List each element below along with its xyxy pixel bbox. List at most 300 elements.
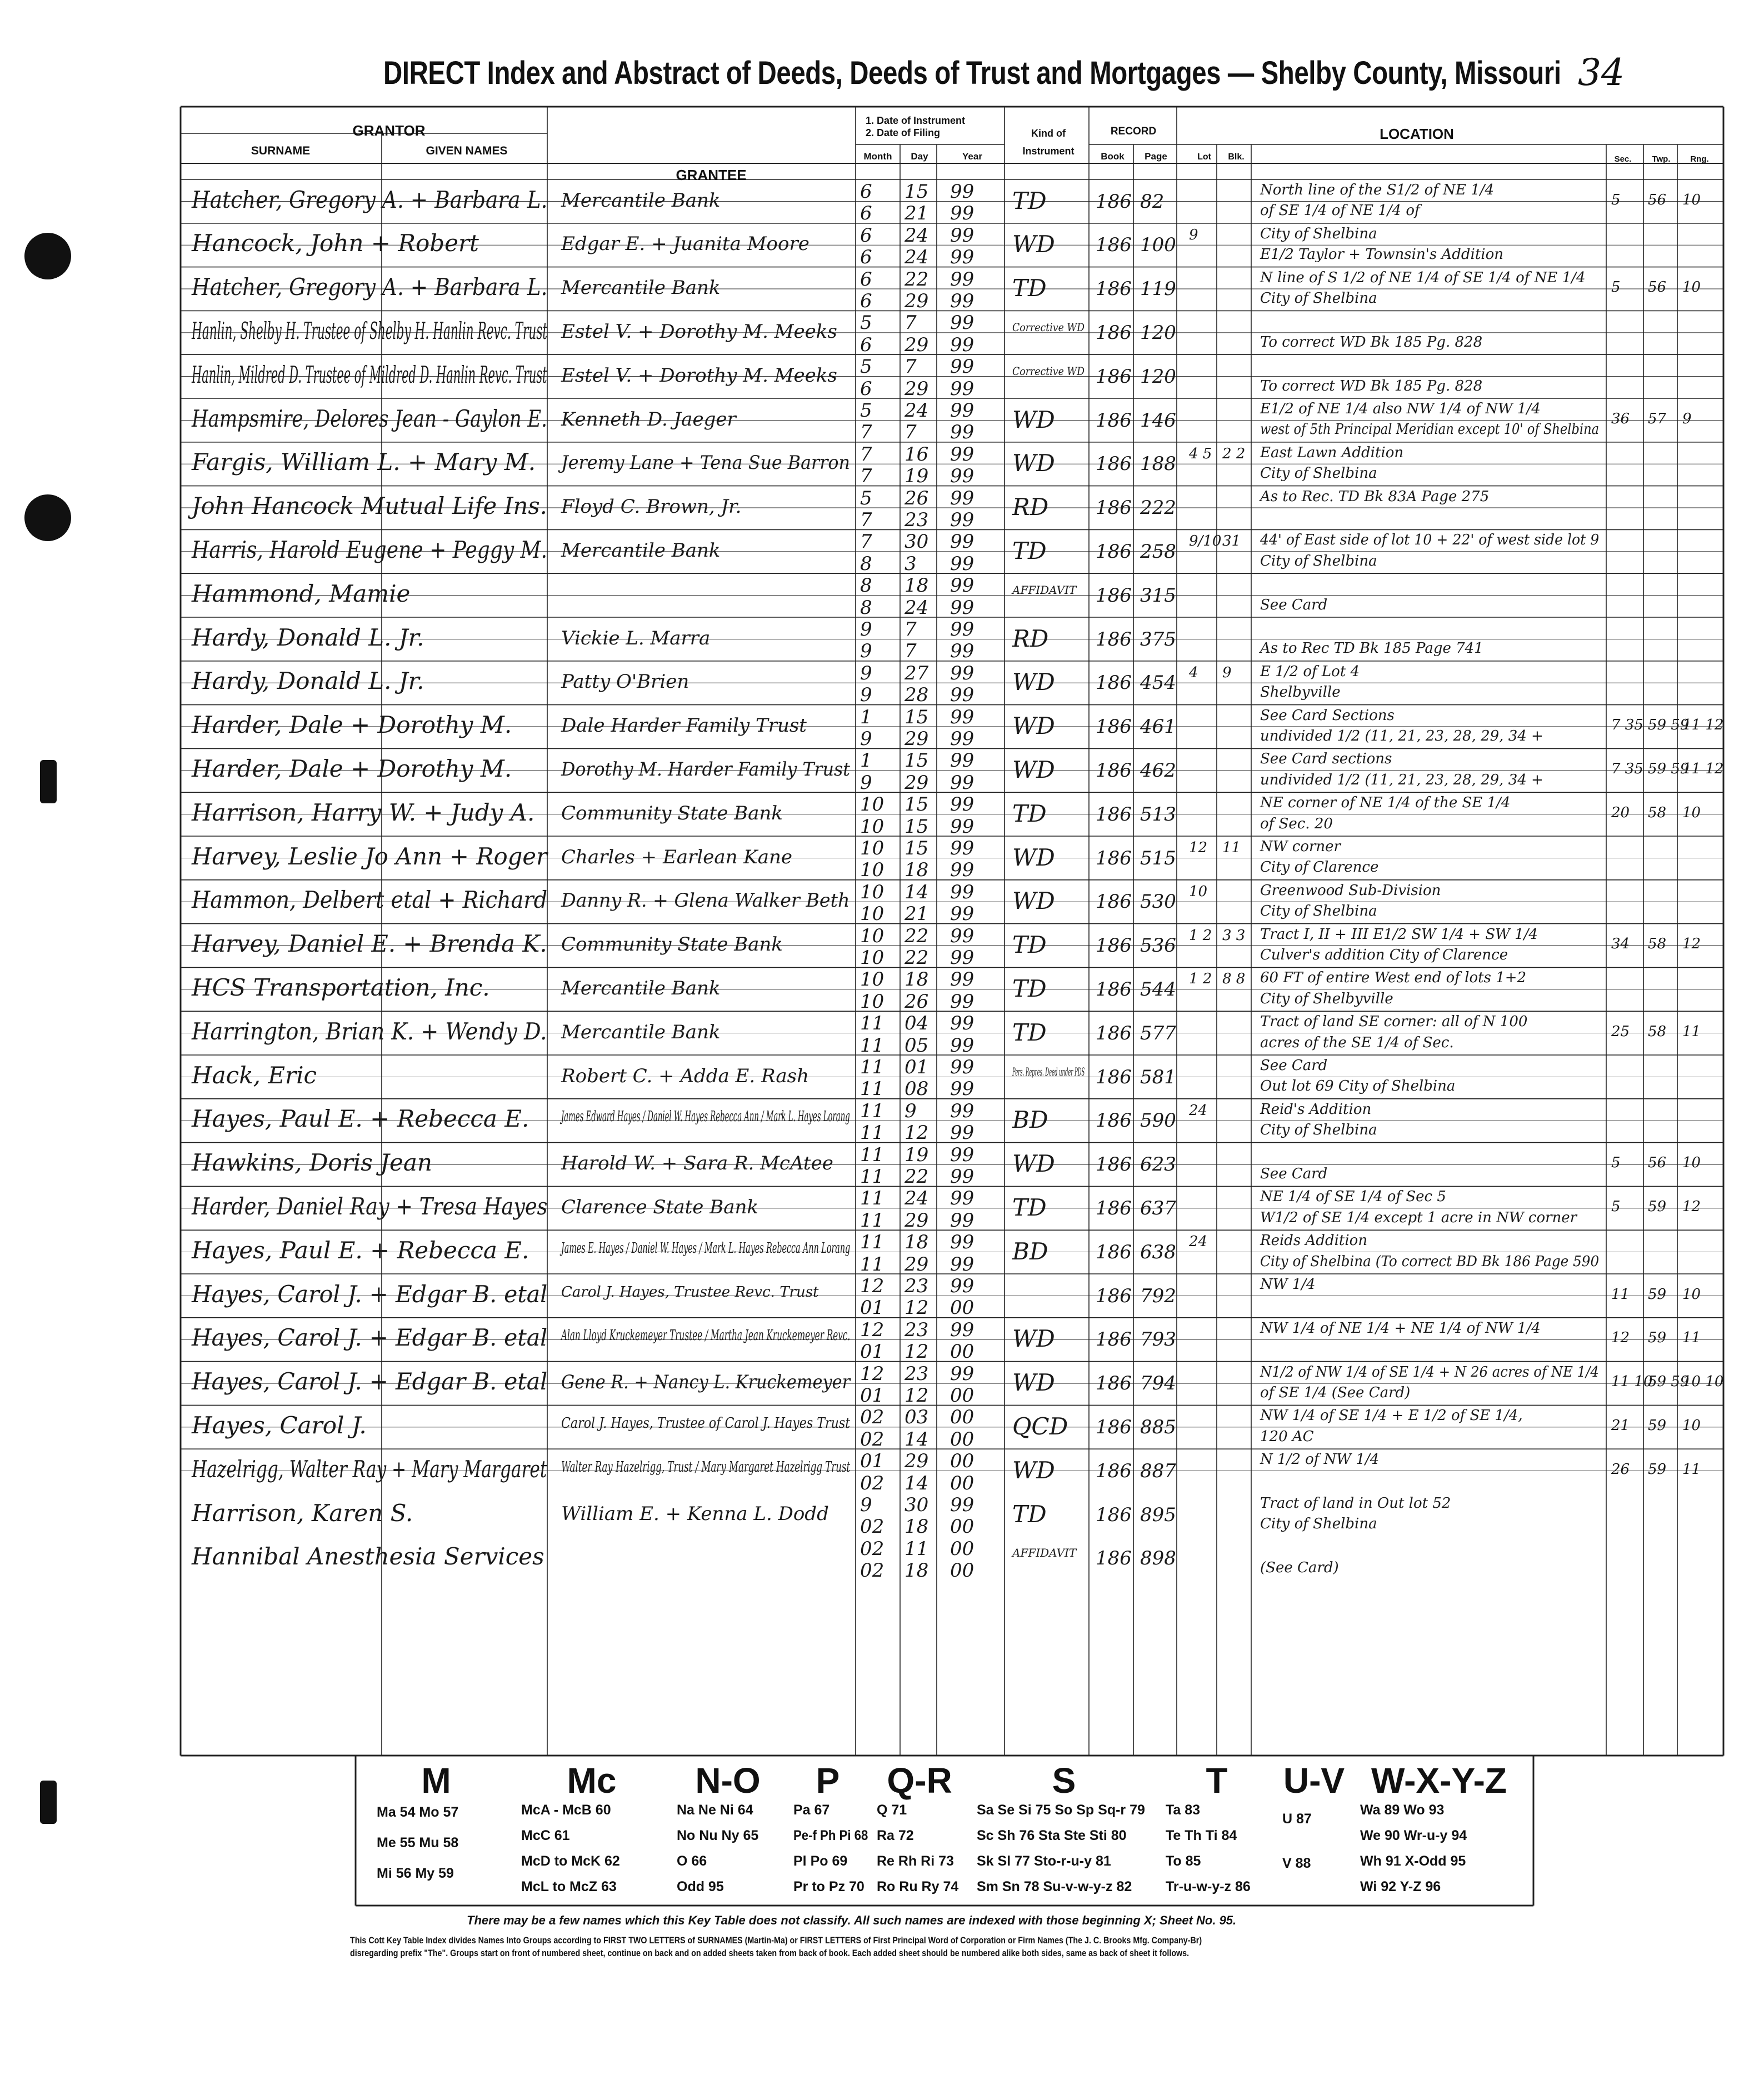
- entry-twp: 56: [1648, 191, 1667, 208]
- entry-grantor: Fargis, William L. + Mary M.: [192, 448, 536, 476]
- entry-page: 530: [1140, 891, 1176, 913]
- entry-instrument-month: 10: [860, 881, 885, 903]
- footer-line-2: disregarding prefix "The". Groups start on front of numbered sheet, continue on back and on added sheets taken from back of book. Each added sheet should be numbered alike both sides, same as back of sheet it follows.: [350, 1948, 1190, 1958]
- entry-book: 186: [1096, 1197, 1132, 1220]
- entry-filing-year: 99: [950, 1209, 975, 1232]
- entry-instrument-day: 15: [905, 749, 929, 772]
- header-grantor: GRANTOR: [352, 122, 426, 139]
- entry-grantee: Dorothy M. Harder Family Trust: [561, 758, 850, 781]
- entry-filing-year: 00: [950, 1384, 975, 1407]
- entry-blk: 9: [1222, 664, 1232, 681]
- entry-instrument-year: 99: [950, 443, 975, 466]
- entry-kind: WD: [1012, 1150, 1055, 1178]
- entry-filing-month: 11: [860, 1209, 885, 1232]
- entry-grantor: Harrison, Harry W. + Judy A.: [192, 798, 535, 826]
- entry-sec: 34: [1611, 936, 1630, 953]
- entry-sec: 11: [1611, 1286, 1630, 1303]
- entry-filing-month: 01: [860, 1384, 885, 1407]
- entry-filing-year: 00: [950, 1428, 975, 1451]
- entry-twp: 59: [1648, 1198, 1667, 1216]
- entry-location-line2: E1/2 Taylor + Townsin's Addition: [1260, 246, 1503, 263]
- entry-instrument-year: 99: [950, 531, 975, 553]
- entry-twp: 59: [1648, 1417, 1667, 1434]
- entry-grantee: James E. Hayes / Daniel W. Hayes / Mark L. Hayes Rebecca Ann Lorang: [561, 1239, 851, 1257]
- entry-twp: 58: [1648, 1023, 1667, 1040]
- key-group-entry: Sc Sh 76 Sta Ste Sti 80: [977, 1828, 1127, 1843]
- entry-instrument-month: 10: [860, 968, 885, 991]
- entry-page: 581: [1140, 1066, 1176, 1088]
- entry-sec: 12: [1611, 1329, 1630, 1347]
- entry-location-line2: City of Shelbina (To correct BD Bk 186 Page 590: [1260, 1253, 1600, 1270]
- entry-instrument-day: 24: [905, 1187, 929, 1210]
- entry-page: 513: [1140, 803, 1176, 826]
- entry-sec: 26: [1611, 1461, 1630, 1478]
- entry-book: 186: [1096, 759, 1132, 782]
- header-date-instrument: 1. Date of Instrument: [866, 115, 966, 126]
- entry-sec: 20: [1611, 804, 1630, 821]
- entry-instrument-year: 99: [950, 356, 975, 378]
- entry-page: 638: [1140, 1241, 1176, 1263]
- entry-location-line2: City of Clarence: [1260, 859, 1379, 876]
- entry-grantor: Hayes, Carol J. + Edgar B. etal: [192, 1280, 548, 1308]
- entry-location-line2: See Card: [1260, 1166, 1328, 1182]
- key-group-entry: No Nu Ny 65: [677, 1828, 759, 1843]
- key-group-entry: McA - McB 60: [521, 1802, 611, 1818]
- entry-instrument-day: 19: [905, 1143, 929, 1166]
- entry-instrument-month: 6: [860, 268, 872, 291]
- entry-twp: 59 59: [1648, 761, 1690, 778]
- key-group-entry: Pa 67: [793, 1802, 830, 1818]
- entry-instrument-month: 5: [860, 399, 872, 422]
- key-group-entry: Ro Ru Ry 74: [877, 1879, 959, 1894]
- entry-instrument-year: 99: [950, 1318, 975, 1341]
- entry-book: 186: [1096, 1109, 1132, 1132]
- entry-filing-month: 11: [860, 1034, 885, 1057]
- entry-instrument-day: 26: [905, 487, 929, 509]
- entry-instrument-month: 12: [860, 1362, 885, 1385]
- entry-instrument-day: 22: [905, 924, 929, 947]
- entry-instrument-month: 11: [860, 1012, 885, 1035]
- entry-instrument-day: 7: [905, 312, 917, 334]
- entry-filing-month: 01: [860, 1297, 885, 1319]
- entry-instrument-year: 99: [950, 1099, 975, 1122]
- entry-instrument-year: 99: [950, 968, 975, 991]
- entry-kind: WD: [1012, 1456, 1055, 1484]
- key-group-entry: Sa Se Si 75 So Sp Sq-r 79: [977, 1802, 1145, 1818]
- entry-instrument-year: 00: [950, 1537, 975, 1560]
- entry-grantee: Dale Harder Family Trust: [561, 714, 807, 737]
- entry-kind: WD: [1012, 756, 1055, 784]
- entry-filing-year: 99: [950, 815, 975, 838]
- entry-instrument-month: 10: [860, 837, 885, 859]
- entry-lot: 12: [1189, 839, 1208, 856]
- entry-instrument-year: 99: [950, 312, 975, 334]
- entry-instrument-month: 1: [860, 749, 872, 772]
- entry-filing-day: 15: [905, 815, 929, 838]
- entry-filing-year: 99: [950, 377, 975, 400]
- header-book: Book: [1101, 151, 1125, 162]
- entry-location-line1: Tract of land SE corner: all of N 100: [1260, 1013, 1528, 1031]
- entry-filing-month: 11: [860, 1122, 885, 1144]
- entry-filing-year: 99: [950, 947, 975, 969]
- entry-book: 186: [1096, 1284, 1132, 1307]
- entry-rng: 11 12: [1682, 717, 1724, 734]
- entry-grantor: Harris, Harold Eugene + Peggy M.: [192, 536, 547, 564]
- entry-lot: 1 2: [1189, 927, 1212, 944]
- entry-instrument-day: 23: [905, 1362, 929, 1385]
- entry-location-line1: Tract I, II + III E1/2 SW 1/4 + SW 1/4: [1260, 926, 1538, 943]
- entry-location-line1: Tract of land in Out lot 52: [1260, 1495, 1451, 1512]
- entry-sec: 7 35: [1611, 761, 1643, 778]
- entry-instrument-day: 04: [905, 1012, 929, 1035]
- entry-filing-day: 12: [905, 1341, 929, 1363]
- entry-location-line1: North line of the S1/2 of NE 1/4: [1260, 182, 1495, 198]
- entry-instrument-year: 99: [950, 924, 975, 947]
- entry-filing-day: 29: [905, 333, 929, 356]
- entry-instrument-day: 7: [905, 618, 917, 641]
- entry-blk: 11: [1222, 839, 1241, 856]
- entry-location-line2: undivided 1/2 (11, 21, 23, 28, 29, 34 +: [1260, 728, 1543, 744]
- entry-instrument-month: 11: [860, 1143, 885, 1166]
- key-group-heading: T: [1206, 1761, 1228, 1801]
- entry-location-line2: Shelbyville: [1260, 684, 1341, 701]
- entry-page: 515: [1140, 847, 1176, 869]
- key-group-entry: Sm Sn 78 Su-v-w-y-z 82: [977, 1879, 1132, 1894]
- header-given-names: GIVEN NAMES: [426, 144, 508, 157]
- entry-page: 794: [1140, 1372, 1176, 1395]
- entry-location-line2: W1/2 of SE 1/4 except 1 acre in NW corner: [1260, 1209, 1577, 1226]
- key-group-entry: Pe-f Ph Pi 68: [793, 1828, 868, 1843]
- entry-grantor: Hayes, Carol J. + Edgar B. etal: [192, 1324, 548, 1352]
- entry-grantee: William E. + Kenna L. Dodd: [561, 1502, 829, 1525]
- entry-instrument-year: 99: [950, 618, 975, 641]
- entry-grantor: Hazelrigg, Walter Ray + Mary Margaret: [192, 1455, 547, 1483]
- key-group-entry: Wi 92 Y-Z 96: [1360, 1879, 1441, 1894]
- entry-filing-day: 29: [905, 1209, 929, 1232]
- header-grantee: GRANTEE: [676, 167, 747, 183]
- entry-location-line1: N 1/2 of NW 1/4: [1260, 1451, 1380, 1468]
- entry-instrument-month: 10: [860, 924, 885, 947]
- entry-filing-day: 22: [905, 1166, 929, 1188]
- entry-filing-year: 99: [950, 202, 975, 225]
- key-group-entry: Mi 56 My 59: [377, 1866, 454, 1881]
- entry-instrument-month: 11: [860, 1187, 885, 1210]
- entry-filing-month: 6: [860, 246, 872, 269]
- entry-grantee: Walter Ray Hazelrigg, Trust / Mary Margaret Hazelrigg Trust: [561, 1458, 851, 1476]
- entry-grantor: Hayes, Paul E. + Rebecca E.: [192, 1236, 529, 1264]
- entry-grantee: Community State Bank: [561, 802, 783, 824]
- entry-grantee: Mercantile Bank: [561, 539, 721, 562]
- entry-kind: TD: [1012, 1194, 1047, 1222]
- entry-instrument-year: 99: [950, 749, 975, 772]
- entry-rng: 11: [1682, 1329, 1701, 1347]
- entry-grantor: Hancock, John + Robert: [192, 229, 479, 257]
- key-group-entry: Ra 72: [877, 1828, 914, 1843]
- entry-kind: TD: [1012, 1500, 1047, 1528]
- entry-instrument-day: 18: [905, 968, 929, 991]
- entry-instrument-day: 23: [905, 1318, 929, 1341]
- entry-kind: TD: [1012, 975, 1047, 1003]
- entry-page: 258: [1140, 541, 1176, 563]
- entry-page: 792: [1140, 1284, 1176, 1307]
- entry-instrument-month: 12: [860, 1275, 885, 1297]
- entry-instrument-month: 9: [860, 662, 872, 684]
- entry-twp: 59 59: [1648, 1373, 1690, 1391]
- entry-grantee: Mercantile Bank: [561, 1021, 721, 1043]
- header-lot: Lot: [1197, 152, 1211, 162]
- entry-grantee: Mercantile Bank: [561, 189, 721, 212]
- header-page: Page: [1145, 151, 1167, 162]
- entry-location-line2: City of Shelbina: [1260, 290, 1377, 307]
- entry-location-line2: City of Shelbina: [1260, 552, 1377, 569]
- entry-kind: BD: [1012, 1237, 1048, 1265]
- entry-book: 186: [1096, 1153, 1132, 1176]
- entry-grantor: Hatcher, Gregory A. + Barbara L.: [192, 186, 548, 213]
- key-group-heading: Q-R: [887, 1761, 952, 1801]
- entry-instrument-day: 01: [905, 1056, 929, 1078]
- entry-sec: 21: [1611, 1417, 1630, 1434]
- entry-instrument-day: 27: [905, 662, 929, 684]
- entry-instrument-month: 1: [860, 706, 872, 728]
- entry-book: 186: [1096, 234, 1132, 257]
- entry-location-line2: As to Rec TD Bk 185 Page 741: [1260, 640, 1483, 657]
- entry-filing-year: 99: [950, 1122, 975, 1144]
- key-group-heading: U-V: [1283, 1761, 1345, 1801]
- entry-filing-year: 99: [950, 1078, 975, 1101]
- key-group-entry: McC 61: [521, 1828, 570, 1843]
- key-group-entry: Sk Sl 77 Sto-r-u-y 81: [977, 1853, 1111, 1869]
- entry-instrument-year: 99: [950, 706, 975, 728]
- entry-filing-month: 6: [860, 333, 872, 356]
- entry-kind: WD: [1012, 1369, 1055, 1397]
- entry-book: 186: [1096, 672, 1132, 694]
- entry-page: 637: [1140, 1197, 1176, 1220]
- entry-filing-year: 99: [950, 246, 975, 269]
- entry-filing-day: 21: [905, 202, 929, 225]
- entry-book: 186: [1096, 365, 1132, 388]
- key-group-heading: N-O: [695, 1761, 761, 1801]
- entry-page: 222: [1140, 497, 1176, 519]
- entry-book: 186: [1096, 584, 1132, 607]
- entry-filing-month: 8: [860, 596, 872, 619]
- header-year: Year: [962, 151, 982, 162]
- entry-filing-day: 12: [905, 1384, 929, 1407]
- entry-kind: TD: [1012, 799, 1047, 827]
- key-group-entry: O 66: [677, 1853, 707, 1869]
- entry-grantor: Harvey, Daniel E. + Brenda K.: [192, 930, 547, 958]
- key-group-heading: Mc: [567, 1761, 617, 1801]
- entry-instrument-month: 8: [860, 574, 872, 597]
- entry-filing-year: 99: [950, 290, 975, 312]
- entry-book: 186: [1096, 803, 1132, 826]
- entry-filing-month: 10: [860, 903, 885, 926]
- entry-blk: 2 2: [1222, 445, 1246, 462]
- entry-grantee: Charles + Earlean Kane: [561, 846, 792, 868]
- entry-lot: 4: [1189, 664, 1198, 681]
- entry-filing-year: 00: [950, 1559, 975, 1582]
- entry-location-line2: acres of the SE 1/4 of Sec.: [1260, 1034, 1454, 1051]
- entry-filing-day: 19: [905, 465, 929, 488]
- entry-page: 590: [1140, 1109, 1176, 1132]
- entry-blk: 3 3: [1222, 927, 1246, 944]
- entry-rng: 9: [1682, 410, 1692, 427]
- key-group-entry: To 85: [1166, 1853, 1201, 1869]
- entry-book: 186: [1096, 322, 1132, 344]
- entry-instrument-day: 15: [905, 181, 929, 203]
- entry-location-line1: 60 FT of entire West end of lots 1+2: [1260, 969, 1527, 987]
- entry-filing-year: 99: [950, 903, 975, 926]
- entry-location-line2: undivided 1/2 (11, 21, 23, 28, 29, 34 +: [1260, 771, 1543, 788]
- entry-instrument-year: 99: [950, 881, 975, 903]
- entry-lot: 1 2: [1189, 971, 1212, 988]
- entry-instrument-year: 99: [950, 1056, 975, 1078]
- entry-instrument-day: 18: [905, 1231, 929, 1254]
- entry-filing-month: 6: [860, 377, 872, 400]
- key-group-entry: Tr-u-w-y-z 86: [1166, 1879, 1251, 1894]
- entry-instrument-month: 02: [860, 1406, 885, 1429]
- entry-instrument-month: 6: [860, 224, 872, 247]
- entry-kind: WD: [1012, 449, 1055, 477]
- entry-location-line1: See Card: [1260, 1057, 1328, 1074]
- entry-kind: WD: [1012, 712, 1055, 740]
- entry-sec: 5: [1611, 1198, 1621, 1216]
- entry-filing-year: 99: [950, 771, 975, 794]
- entry-page: 146: [1140, 409, 1176, 432]
- entry-location-line1: E 1/2 of Lot 4: [1260, 663, 1360, 680]
- entry-filing-day: 29: [905, 728, 929, 750]
- entry-location-line2: City of Shelbina: [1260, 1122, 1377, 1139]
- header-day: Day: [911, 151, 928, 162]
- entry-book: 186: [1096, 1416, 1132, 1439]
- entry-instrument-day: 03: [905, 1406, 929, 1429]
- entry-filing-year: 99: [950, 728, 975, 750]
- entry-filing-year: 00: [950, 1341, 975, 1363]
- entry-instrument-month: 9: [860, 618, 872, 641]
- entry-kind: QCD: [1012, 1413, 1068, 1441]
- entry-instrument-year: 99: [950, 574, 975, 597]
- key-group-entry: Re Rh Ri 73: [877, 1853, 954, 1869]
- entry-page: 375: [1140, 628, 1176, 651]
- entry-instrument-day: 24: [905, 224, 929, 247]
- entry-filing-month: 7: [860, 465, 872, 488]
- entry-grantee: Carol J. Hayes, Trustee of Carol J. Hayes Trust: [561, 1415, 851, 1432]
- entry-instrument-year: 99: [950, 1231, 975, 1254]
- entry-instrument-year: 99: [950, 1187, 975, 1210]
- entry-filing-month: 10: [860, 990, 885, 1013]
- entry-kind: RD: [1012, 493, 1049, 521]
- entry-grantee: Carol J. Hayes, Trustee Revc. Trust: [561, 1283, 819, 1301]
- header-month: Month: [863, 151, 892, 162]
- entry-kind: BD: [1012, 1106, 1048, 1134]
- entry-filing-year: 00: [950, 1516, 975, 1538]
- entry-twp: 59 59: [1648, 717, 1690, 734]
- key-group-entry: Wa 89 Wo 93: [1360, 1802, 1445, 1818]
- entry-location-line1: NW 1/4 of SE 1/4 + E 1/2 of SE 1/4,: [1260, 1407, 1523, 1424]
- key-group-entry: U 87: [1282, 1811, 1312, 1827]
- entry-kind: WD: [1012, 1325, 1055, 1353]
- entry-book: 186: [1096, 1022, 1132, 1044]
- entry-grantor: John Hancock Mutual Life Ins.: [192, 492, 547, 520]
- entry-grantee: Vickie L. Marra: [561, 627, 711, 649]
- entry-instrument-day: 15: [905, 793, 929, 816]
- entry-grantee: Kenneth D. Jaeger: [561, 408, 736, 431]
- entry-grantee: Community State Bank: [561, 933, 783, 956]
- entry-rng: 10: [1682, 804, 1701, 821]
- entry-instrument-month: 7: [860, 531, 872, 553]
- entry-filing-day: 29: [905, 771, 929, 794]
- entry-lot: 4 5: [1189, 445, 1212, 462]
- entry-filing-month: 10: [860, 947, 885, 969]
- entry-rng: 11: [1682, 1023, 1701, 1040]
- entry-page: 461: [1140, 716, 1176, 738]
- entry-page: 793: [1140, 1328, 1176, 1351]
- entry-location-line1: E1/2 of NE 1/4 also NW 1/4 of NW 1/4: [1260, 401, 1541, 417]
- key-group-entry: Odd 95: [677, 1879, 724, 1894]
- entry-filing-day: 14: [905, 1472, 929, 1494]
- entry-filing-year: 99: [950, 859, 975, 882]
- entry-page: 895: [1140, 1503, 1176, 1526]
- entry-instrument-month: 11: [860, 1099, 885, 1122]
- header-sec: Sec.: [1614, 154, 1632, 164]
- entry-filing-day: 24: [905, 596, 929, 619]
- entry-kind: TD: [1012, 187, 1047, 214]
- entry-location-line1: Reid's Addition: [1260, 1101, 1372, 1118]
- entry-filing-month: 10: [860, 815, 885, 838]
- entry-instrument-day: 29: [905, 1450, 929, 1473]
- entry-book: 186: [1096, 1241, 1132, 1263]
- entry-rng: 12: [1682, 936, 1701, 953]
- entry-sec: 7 35: [1611, 717, 1643, 734]
- entry-instrument-month: 5: [860, 487, 872, 509]
- entry-filing-year: 99: [950, 596, 975, 619]
- entry-book: 186: [1096, 409, 1132, 432]
- entry-grantor: Harrison, Karen S.: [192, 1499, 413, 1527]
- entry-page: 188: [1140, 453, 1176, 476]
- entry-location-line2: City of Shelbina: [1260, 1516, 1377, 1533]
- entry-filing-day: 12: [905, 1122, 929, 1144]
- entry-grantor: Hardy, Donald L. Jr.: [192, 623, 424, 651]
- entry-location-line1: See Card sections: [1260, 751, 1392, 768]
- entry-filing-month: 9: [860, 640, 872, 663]
- entry-filing-day: 26: [905, 990, 929, 1013]
- entry-lot: 24: [1189, 1102, 1208, 1119]
- entry-page: 454: [1140, 672, 1176, 694]
- entry-kind: Corrective WD: [1012, 321, 1085, 334]
- entry-kind: Corrective WD: [1012, 364, 1085, 378]
- entry-filing-day: 05: [905, 1034, 929, 1057]
- entry-page: 885: [1140, 1416, 1176, 1439]
- entry-location-line2: Culver's addition City of Clarence: [1260, 947, 1508, 963]
- entry-kind: TD: [1012, 931, 1047, 959]
- entry-page: 82: [1140, 190, 1165, 213]
- entry-filing-day: 28: [905, 684, 929, 707]
- key-group-entry: V 88: [1282, 1856, 1311, 1871]
- entry-sec: 36: [1611, 410, 1630, 427]
- entry-book: 186: [1096, 978, 1132, 1001]
- entry-instrument-day: 9: [905, 1099, 917, 1122]
- entry-grantor: Harder, Daniel Ray + Tresa Hayes: [192, 1193, 548, 1221]
- entry-page: 100: [1140, 234, 1176, 257]
- entry-rng: 10: [1682, 1154, 1701, 1172]
- entry-filing-year: 99: [950, 1034, 975, 1057]
- entry-location-line1: N1/2 of NW 1/4 of SE 1/4 + N 26 acres of NE 1/4: [1260, 1363, 1599, 1381]
- entry-instrument-year: 99: [950, 181, 975, 203]
- entry-book: 186: [1096, 934, 1132, 957]
- entry-filing-day: 7: [905, 421, 917, 444]
- entry-location-line2: To correct WD Bk 185 Pg. 828: [1260, 377, 1483, 394]
- entry-sec: 11 10: [1611, 1373, 1653, 1391]
- entry-twp: 57: [1648, 410, 1667, 427]
